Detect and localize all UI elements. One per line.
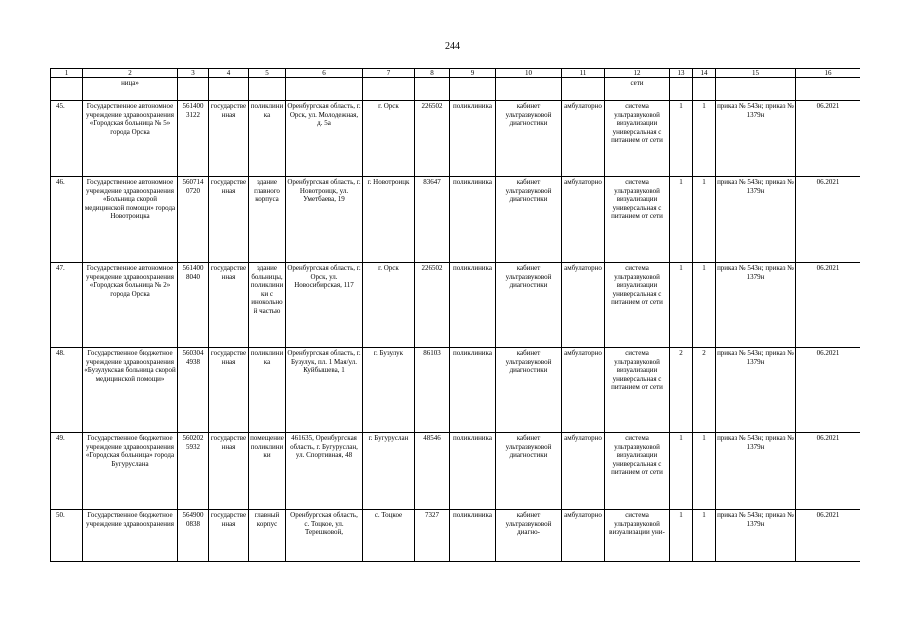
- cell-name: Государственное бюджетное учреждение здравоохранения «Городская больница» города Бугуруслана: [83, 433, 178, 510]
- cell-building: помещение поликлиники: [249, 433, 286, 510]
- cell-name: Государственное автономное учреждение здравоохранения «Больница скорой медицинской помощи» города Новотроицка: [83, 177, 178, 263]
- cell-year: 06.2021: [796, 433, 861, 510]
- column-number: 16: [796, 69, 861, 78]
- cell-code: 560714 0720: [178, 177, 209, 263]
- column-number: 4: [209, 69, 249, 78]
- cell-year: 06.2021: [796, 177, 861, 263]
- table-row: [51, 510, 861, 562]
- cell-ownership: государственная: [209, 433, 249, 510]
- cell-num: [51, 78, 83, 101]
- cell-q2: 1: [693, 433, 716, 510]
- cell-locality: [363, 78, 415, 101]
- cell-system: система ультразвуковой визуализации универсальная с питанием от сети: [605, 101, 670, 177]
- cell-locality: г. Бузулук: [363, 348, 415, 433]
- cell-order: [716, 78, 796, 101]
- cell-q2: 1: [693, 101, 716, 177]
- cell-year: 06.2021: [796, 263, 861, 348]
- column-number: 8: [415, 69, 450, 78]
- column-number: 14: [693, 69, 716, 78]
- cell-locality: г. Новотроицк: [363, 177, 415, 263]
- cell-code: 564900 0838: [178, 510, 209, 562]
- cell-ownership: государственная: [209, 263, 249, 348]
- cell-building: главный корпус: [249, 510, 286, 562]
- cell-address: 461635, Оренбургская область, г. Бугуруслан, ул. Спортивная, 48: [286, 433, 363, 510]
- cell-room: кабинет ультразвуковой диагностики: [496, 348, 562, 433]
- cell-code: 560202 5932: [178, 433, 209, 510]
- cell-order: приказ № 543н; приказ № 1379н: [716, 433, 796, 510]
- cell-system: система ультразвуковой визуализации универсальная с питанием от сети: [605, 433, 670, 510]
- column-number-row: [51, 69, 861, 78]
- cell-locality: г. Бугуруслан: [363, 433, 415, 510]
- page-number: 244: [445, 41, 460, 52]
- cell-name: Государственное автономное учреждение здравоохранения «Городская больница № 5» города Орска: [83, 101, 178, 177]
- cell-system: сети: [605, 78, 670, 101]
- cell-condition: амбулаторно: [562, 348, 605, 433]
- cell-name: Государственное автономное учреждение здравоохранения «Городская больница № 2» города Орска: [83, 263, 178, 348]
- cell-order: приказ № 543н; приказ № 1379н: [716, 510, 796, 562]
- cell-address: Оренбургская область, г. Орск, ул. Молодежная, д. 5а: [286, 101, 363, 177]
- cell-type: [450, 78, 496, 101]
- cell-room: [496, 78, 562, 101]
- cell-name: Государственное бюджетное учреждение здравоохранения «Бузулукская больница скорой медицинской помощи»: [83, 348, 178, 433]
- column-number: 1: [51, 69, 83, 78]
- cell-code: [178, 78, 209, 101]
- cell-num: 49.: [51, 433, 83, 510]
- cell-condition: амбулаторно: [562, 177, 605, 263]
- cell-room: кабинет ультразвуковой диагностики: [496, 433, 562, 510]
- cell-building: здание больницы, поликлиники с инокольной частью: [249, 263, 286, 348]
- cell-condition: амбулаторно: [562, 433, 605, 510]
- cell-q1: 1: [670, 101, 693, 177]
- cell-building: здание главного корпуса: [249, 177, 286, 263]
- cell-room: кабинет ультразвуковой диагностики: [496, 177, 562, 263]
- table-row: [51, 101, 861, 177]
- cell-num: 48.: [51, 348, 83, 433]
- cell-order: приказ № 543н; приказ № 1379н: [716, 177, 796, 263]
- cell-condition: амбулаторно: [562, 101, 605, 177]
- cell-address: Оренбургская область, г. Новотроицк, ул. Уметбаева, 19: [286, 177, 363, 263]
- column-number: 5: [249, 69, 286, 78]
- cell-type: поликлиника: [450, 510, 496, 562]
- cell-building: поликлиника: [249, 101, 286, 177]
- registry-table-container: [50, 68, 860, 591]
- cell-system: система ультразвуковой визуализации универсальная с питанием от сети: [605, 177, 670, 263]
- cell-order: приказ № 543н; приказ № 1379н: [716, 263, 796, 348]
- cell-year: 06.2021: [796, 510, 861, 562]
- cell-oktmo: 86103: [415, 348, 450, 433]
- column-number: 10: [496, 69, 562, 78]
- column-number: 12: [605, 69, 670, 78]
- cell-q2: 1: [693, 177, 716, 263]
- cell-oktmo: 7327: [415, 510, 450, 562]
- column-number: 9: [450, 69, 496, 78]
- cell-building: [249, 78, 286, 101]
- cell-condition: [562, 78, 605, 101]
- column-number: 6: [286, 69, 363, 78]
- cell-room: кабинет ультразвуковой диагностики: [496, 101, 562, 177]
- cell-name: ница»: [83, 78, 178, 101]
- cell-num: 47.: [51, 263, 83, 348]
- column-number: 15: [716, 69, 796, 78]
- cell-num: 50.: [51, 510, 83, 562]
- cell-ownership: государственная: [209, 177, 249, 263]
- cell-oktmo: 83647: [415, 177, 450, 263]
- cell-system: система ультразвуковой визуализации универсальная с питанием от сети: [605, 263, 670, 348]
- cell-locality: г. Орск: [363, 263, 415, 348]
- cell-oktmo: [415, 78, 450, 101]
- cell-name: Государственное бюджетное учреждение здравоохранения: [83, 510, 178, 562]
- table-row: [51, 348, 861, 433]
- cell-type: поликлиника: [450, 263, 496, 348]
- column-number: 13: [670, 69, 693, 78]
- cell-q2: 2: [693, 348, 716, 433]
- table-row: [51, 177, 861, 263]
- cell-q1: 1: [670, 433, 693, 510]
- cell-year: 06.2021: [796, 101, 861, 177]
- cell-oktmo: 226502: [415, 101, 450, 177]
- column-number: 11: [562, 69, 605, 78]
- cell-q2: [693, 78, 716, 101]
- registry-table: [50, 68, 860, 562]
- cell-ownership: [209, 78, 249, 101]
- table-row: [51, 433, 861, 510]
- cell-q1: 2: [670, 348, 693, 433]
- cell-address: Оренбургская область, с. Тоцкое, ул. Терешковой,: [286, 510, 363, 562]
- cell-room: кабинет ультразвуковой диагно-: [496, 510, 562, 562]
- cell-q1: 1: [670, 510, 693, 562]
- table-row: [51, 263, 861, 348]
- cell-type: поликлиника: [450, 433, 496, 510]
- cell-q2: 1: [693, 263, 716, 348]
- cell-condition: амбулаторно: [562, 263, 605, 348]
- cell-ownership: государственная: [209, 101, 249, 177]
- cell-q2: 1: [693, 510, 716, 562]
- cell-order: приказ № 543н; приказ № 1379н: [716, 101, 796, 177]
- cell-year: 06.2021: [796, 348, 861, 433]
- column-number: 2: [83, 69, 178, 78]
- column-number: 7: [363, 69, 415, 78]
- cell-address: Оренбургская область, г. Орск, ул. Новосибирская, 117: [286, 263, 363, 348]
- cell-system: система ультразвуковой визуализации универсальная с питанием от сети: [605, 348, 670, 433]
- cell-locality: с. Тоцкое: [363, 510, 415, 562]
- column-number: 3: [178, 69, 209, 78]
- cell-type: поликлиника: [450, 101, 496, 177]
- cell-num: 45.: [51, 101, 83, 177]
- cell-ownership: государственная: [209, 510, 249, 562]
- cell-type: поликлиника: [450, 348, 496, 433]
- cell-code: 561400 3122: [178, 101, 209, 177]
- cell-type: поликлиника: [450, 177, 496, 263]
- cell-code: 561400 8040: [178, 263, 209, 348]
- cell-q1: [670, 78, 693, 101]
- cell-oktmo: 226502: [415, 263, 450, 348]
- cell-ownership: государственная: [209, 348, 249, 433]
- cell-building: поликлиника: [249, 348, 286, 433]
- cell-locality: г. Орск: [363, 101, 415, 177]
- cell-year: [796, 78, 861, 101]
- cell-num: 46.: [51, 177, 83, 263]
- cell-room: кабинет ультразвуковой диагностики: [496, 263, 562, 348]
- cell-condition: амбулаторно: [562, 510, 605, 562]
- cell-oktmo: 48546: [415, 433, 450, 510]
- cell-order: приказ № 543н; приказ № 1379н: [716, 348, 796, 433]
- continuation-row: [51, 78, 861, 101]
- cell-address: [286, 78, 363, 101]
- cell-address: Оренбургская область, г. Бузулук, пл. 1 Мая/ул. Куйбышева, 1: [286, 348, 363, 433]
- cell-code: 560304 4938: [178, 348, 209, 433]
- cell-system: система ультразвуковой визуализации уни-: [605, 510, 670, 562]
- cell-q1: 1: [670, 177, 693, 263]
- cell-q1: 1: [670, 263, 693, 348]
